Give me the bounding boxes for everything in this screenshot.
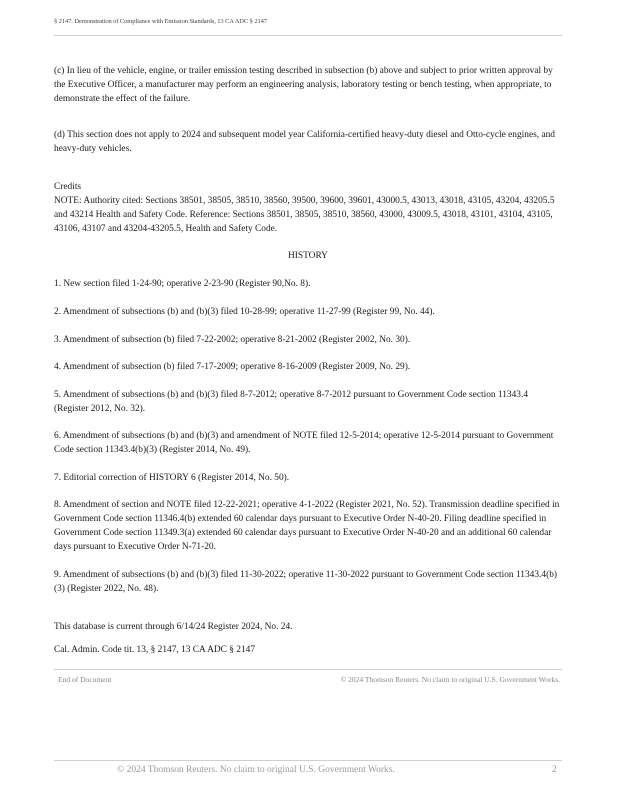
end-of-document: End of Document [58,675,112,684]
database-currency: This database is current through 6/14/24 Register 2024, No. 24. [54,622,293,632]
page-copyright: © 2024 Thomson Reuters. No claim to original U.S. Government Works. [117,765,395,775]
history-heading: HISTORY [288,251,328,261]
page-number: 2 [552,765,557,775]
credits-note: NOTE: Authority cited: Sections 38501, 38505, 38510, 38560, 39500, 39600, 39601, 43000.5, 43013, 43018, 43105, 43204, 43205.5 and 43214 Health and Safety Code. Reference: Sections 38501, 38505, 38510, 38560, 43000, 43009.5, 43018, 43101, 43104, 43105, 43106, 43107 and 43204-43205.5, Health and Safety Code. [54,196,555,234]
history-item-2: 2. Amendment of subsections (b) and (b)(3) filed 10-28-99; operative 11-27-99 (Register 99, No. 44). [54,307,435,317]
credits-label: Credits [54,182,82,192]
history-item-5: 5. Amendment of subsections (b) and (b)(3) filed 8-7-2012; operative 8-7-2012 pursuant to Government Code section 11343.4 (Register 2012, No. 32). [54,390,529,414]
header-rule [54,35,562,36]
history-item-3: 3. Amendment of subsection (b) filed 7-22-2002; operative 8-21-2002 (Register 2002, No. 30). [54,335,411,345]
citation: Cal. Admin. Code tit. 13, § 2147, 13 CA ADC § 2147 [54,645,256,655]
history-item-7: 7. Editorial correction of HISTORY 6 (Register 2014, No. 50). [54,473,290,483]
subsection-c: (c) In lieu of the vehicle, engine, or trailer emission testing described in subsection (b) above and subject to prior written approval by the Executive Officer, a manufacturer may perform an engineering analysis, laboratory testing or bench testing, when appropriate, to demonstrate the effect of the failure. [54,66,553,104]
history-item-8: 8. Amendment of section and NOTE filed 12-22-2021; operative 4-1-2022 (Register 2021, No. 52). Transmission deadline specified in Government Code section 11346.4(b) extended 60 calendar days pursuant to Executive Order N-40-20. Filing deadline specified in Government Code section 11349.3(a) extended 60 calendar days pursuant to Executive Order N-40-20 and an additional 60 calendar days pursuant to Executive Order N-71-20. [54,500,560,552]
doc-copyright: © 2024 Thomson Reuters. No claim to original U.S. Government Works. [340,675,560,684]
end-rule [54,669,562,670]
running-header: § 2147. Demonstration of Compliance with Emission Standards, 13 CA ADC § 2147 [54,18,267,25]
history-item-1: 1. New section filed 1-24-90; operative 2-23-90 (Register 90,No. 8). [54,279,311,289]
history-item-9: 9. Amendment of subsections (b) and (b)(3) filed 11-30-2022; operative 11-30-2022 pursuant to Government Code section 11343.4(b)(3) (Register 2022, No. 48). [54,570,558,594]
subsection-d: (d) This section does not apply to 2024 and subsequent model year California-certified heavy-duty diesel and Otto-cycle engines, and heavy-duty vehicles. [54,130,555,154]
page-footer-rule [54,760,562,761]
history-item-4: 4. Amendment of subsection (b) filed 7-17-2009; operative 8-16-2009 (Register 2009, No. 29). [54,362,411,372]
history-item-6: 6. Amendment of subsections (b) and (b)(3) and amendment of NOTE filed 12-5-2014; operative 12-5-2014 pursuant to Government Code section 11343.4(b)(3) (Register 2014, No. 49). [54,431,554,455]
